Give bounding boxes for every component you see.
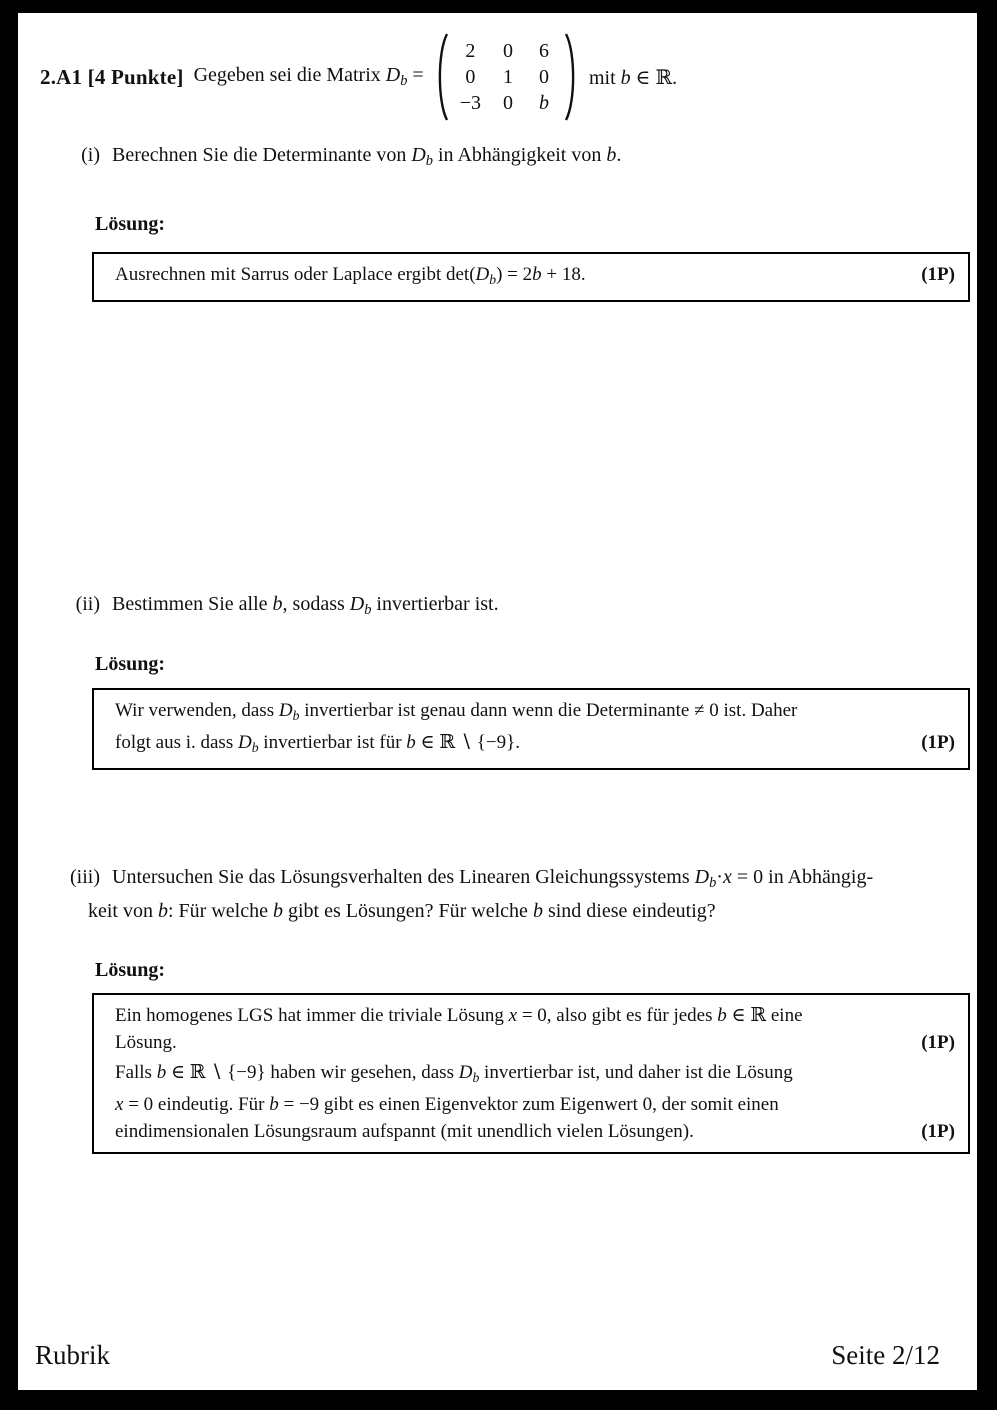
solution-label-2: Lösung:	[95, 653, 166, 675]
points-badge: (1P)	[921, 264, 955, 285]
text-line: Falls b ∈ ℝ ∖ {−9} haben wir gesehen, dass $D_b$ invertierbar ist, und daher ist die Lösung	[115, 1062, 793, 1085]
solution-box-3	[92, 993, 970, 1154]
matrix-cell: −3	[459, 92, 481, 114]
text-line: Ein homogenes LGS hat immer die triviale Lösung x = 0, also gibt es für jedes b ∈ ℝ eine	[115, 1005, 803, 1026]
matrix-cell: 6	[538, 40, 549, 62]
text-line: eindimensionalen Lösungsraum aufspannt (mit unendlich vielen Lösungen). (1P)	[115, 1118, 955, 1145]
part-i-label: (i)	[81, 144, 100, 166]
footer-page-number: Seite 2/12	[831, 1340, 940, 1370]
part-iii-label: (iii)	[70, 866, 100, 888]
matrix-cell: 0	[538, 66, 549, 88]
text-line: keit von b: Für welche b gibt es Lösungen? Für welche b sind diese eindeutig?	[88, 900, 716, 923]
matrix-cell: 0	[502, 40, 513, 62]
text-line: Untersuchen Sie das Lösungsverhalten des Linearen Gleichungssystems $D_b\cdot x = 0$ in Abhängig-	[112, 866, 874, 892]
text-line: x = 0 eindeutig. Für b = −9 gibt es einen Eigenvektor zum Eigenwert 0, der somit einen	[115, 1093, 779, 1115]
part-ii-label: (ii)	[75, 593, 100, 615]
part-iii-text	[88, 863, 874, 925]
text-line: Lösung. (1P)	[115, 1029, 955, 1056]
solution-box-1	[92, 252, 970, 302]
points-badge: (1P)	[921, 1032, 955, 1053]
problem-intro-text: Gegeben sei die Matrix $D_b$ =	[193, 63, 424, 90]
problem-statement	[40, 29, 677, 125]
solution-label-3: Lösung:	[95, 959, 166, 981]
matrix	[434, 32, 579, 122]
part-iii	[48, 863, 873, 925]
points-badge: (1P)	[921, 1120, 955, 1142]
matrix-cell: 0	[502, 92, 513, 114]
problem-outro-text: mit b ∈ ℝ.	[588, 66, 678, 89]
text-line: Berechnen Sie die Determinante von $D_b$ in Abhängigkeit von b.	[112, 144, 622, 170]
page-footer	[35, 1338, 940, 1372]
matrix-cell: b	[538, 92, 549, 114]
matrix-left-paren-icon	[434, 32, 450, 122]
footer-rubric: Rubrik	[35, 1340, 111, 1370]
solution-box-2	[92, 688, 970, 770]
part-i-text	[112, 141, 621, 175]
problem-number: 2.A1 [4 Punkte]	[40, 64, 184, 89]
part-i	[48, 141, 621, 175]
part-ii-text	[112, 590, 499, 624]
text-line: Bestimmen Sie alle b, sodass $D_b$ invertierbar ist.	[112, 593, 499, 619]
matrix-cell: 2	[465, 40, 476, 62]
text-line: folgt aus i. dass $D_b$ invertierbar ist für b ∈ ℝ ∖ {−9}. (1P)	[115, 729, 955, 761]
solution-label-1: Lösung:	[95, 213, 166, 235]
matrix-entries	[454, 38, 559, 116]
text-line: Wir verwenden, dass $D_b$ invertierbar ist genau dann wenn die Determinante ≠ 0 ist. Daher	[115, 700, 798, 723]
exam-page	[18, 13, 977, 1390]
matrix-cell: 1	[502, 66, 513, 88]
part-ii	[48, 590, 499, 624]
matrix-cell: 0	[465, 66, 476, 88]
points-badge: (1P)	[921, 731, 955, 753]
text-line: Ausrechnen mit Sarrus oder Laplace ergibt $\det(D_b) = 2b + 18$. (1P)	[115, 261, 955, 293]
matrix-right-paren-icon	[563, 32, 579, 122]
